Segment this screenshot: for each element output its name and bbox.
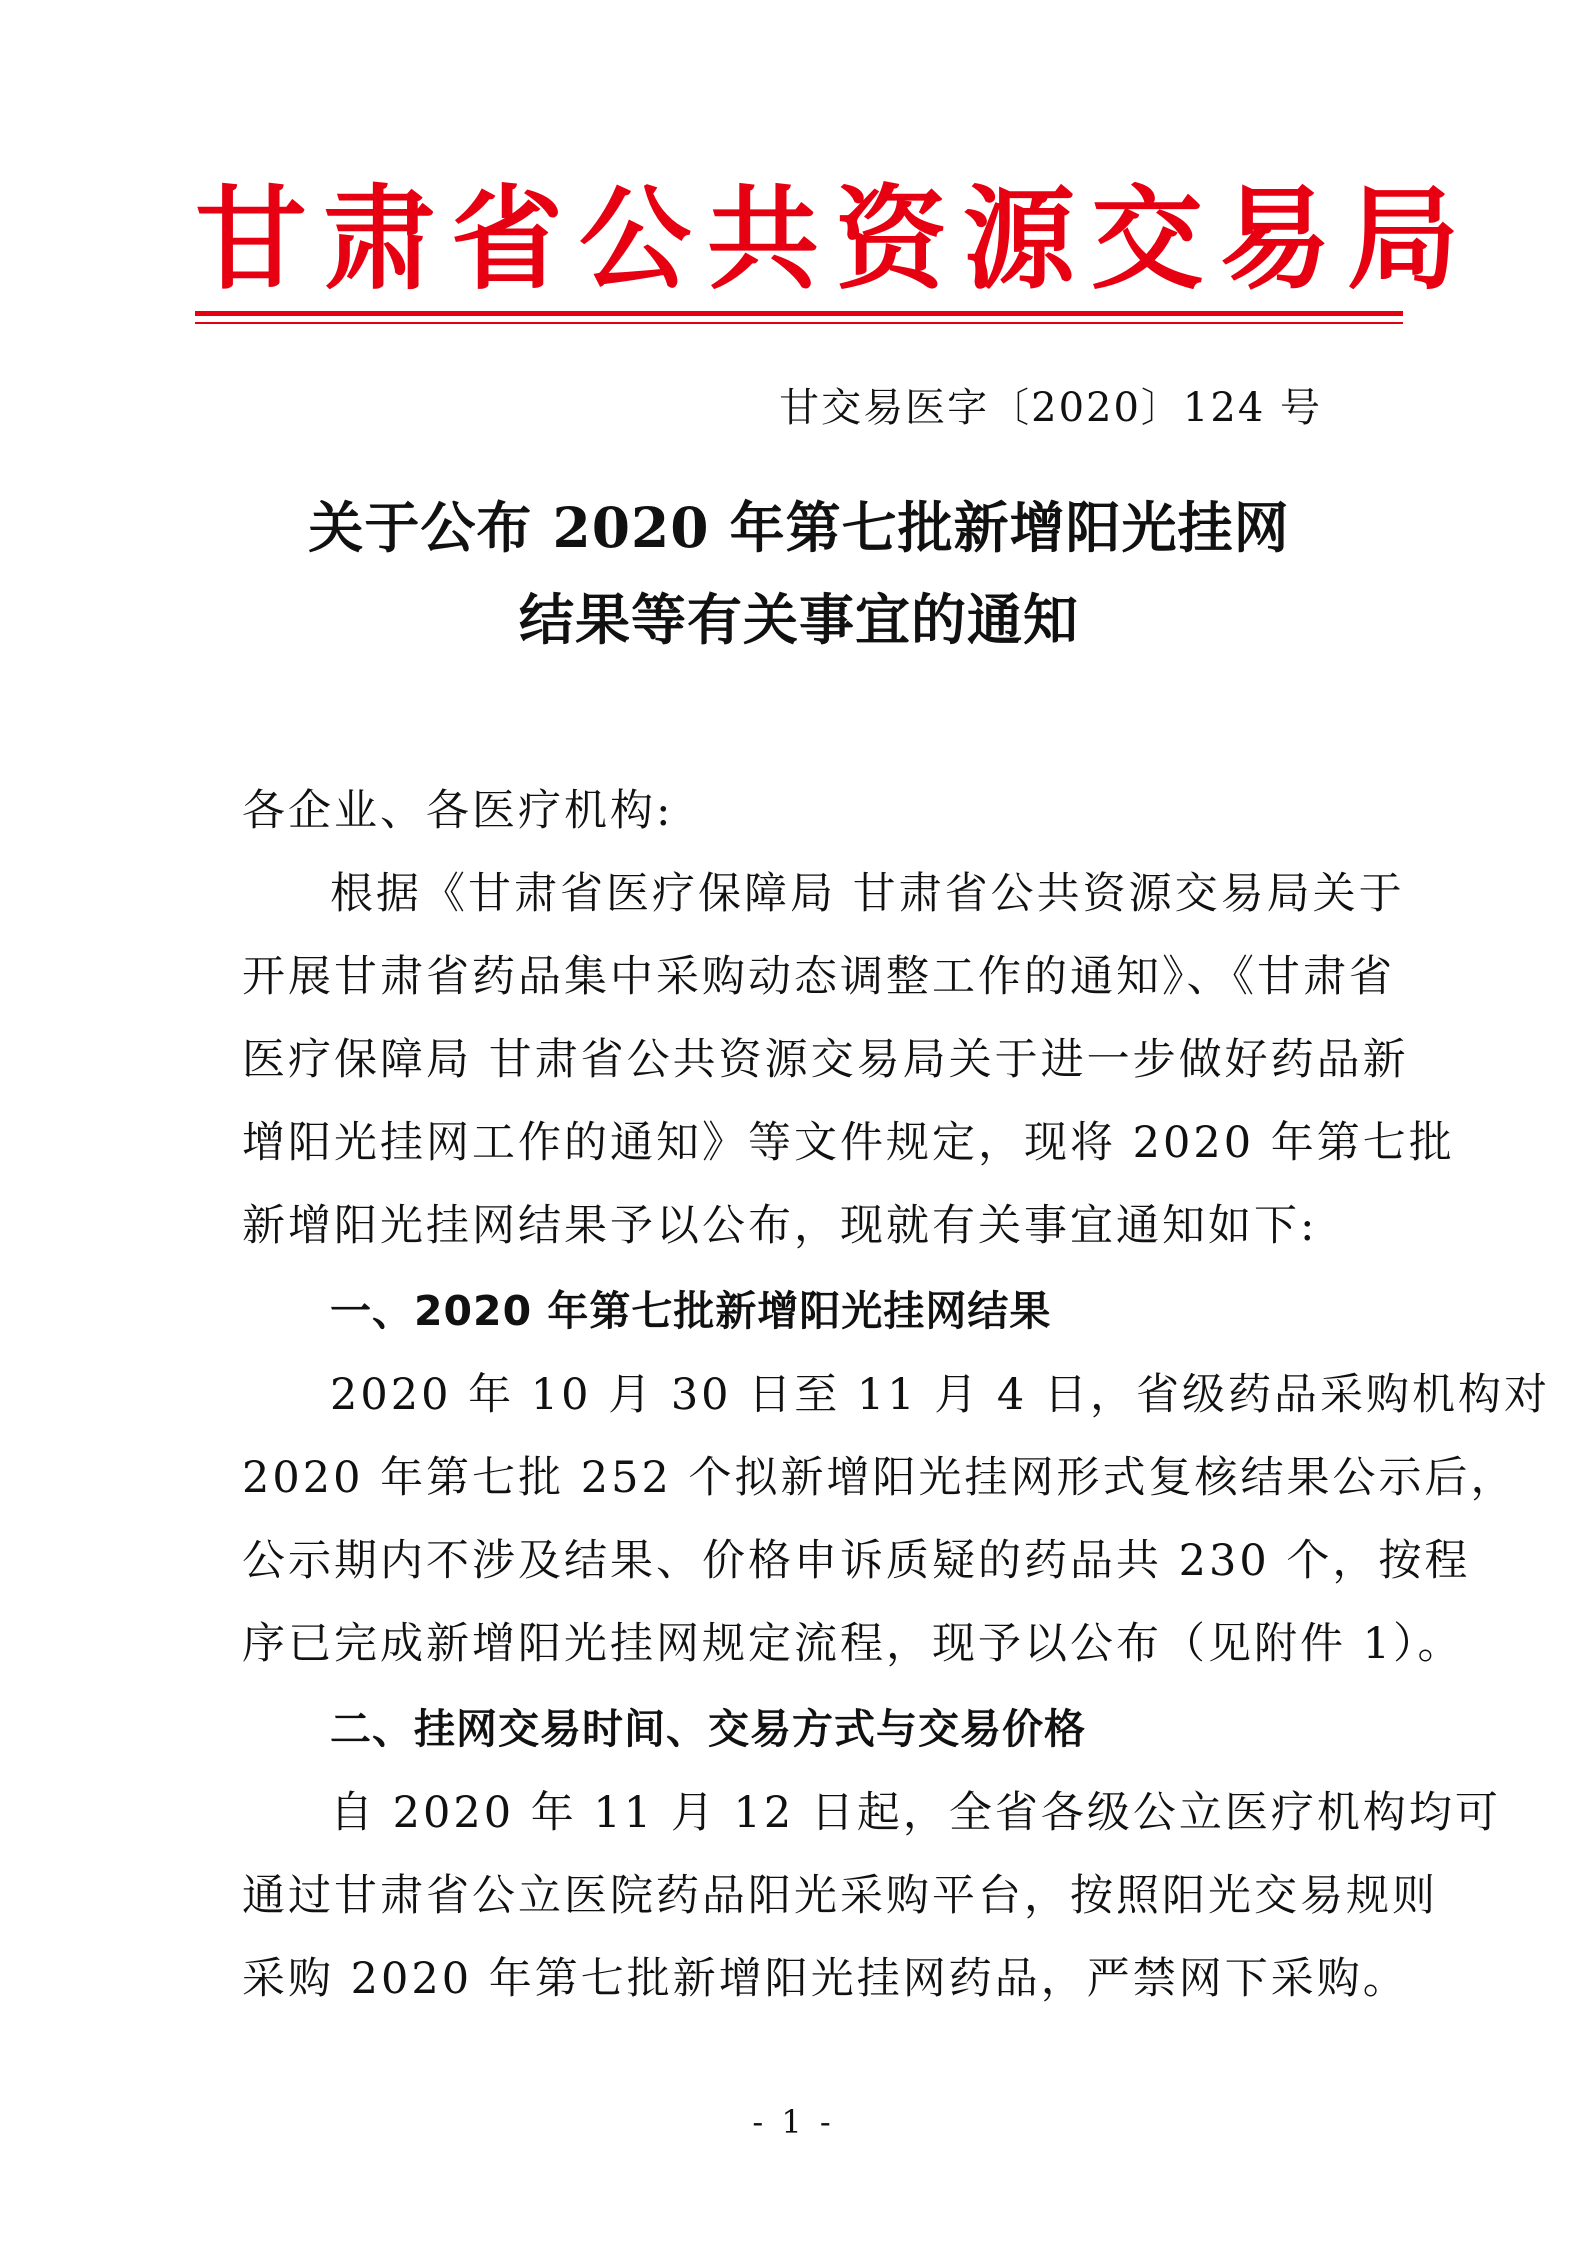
document-body <box>242 770 1550 2021</box>
masthead-rule-thick <box>195 311 1403 316</box>
paragraph-line: 根据《甘肃省医疗保障局 甘肃省公共资源交易局关于 <box>330 869 1405 919</box>
page-number: - 1 - <box>752 2103 835 2141</box>
section-1-heading: 一、2020 年第七批新增阳光挂网结果 <box>330 1287 1052 1335</box>
paragraph-line: 新增阳光挂网结果予以公布，现就有关事宜通知如下: <box>242 1201 1318 1251</box>
paragraph-line: 增阳光挂网工作的通知》等文件规定，现将 2020 年第七批 <box>242 1118 1455 1168</box>
title-line-1: 关于公布 2020 年第七批新增阳光挂网 <box>308 495 1290 560</box>
title-line-2: 结果等有关事宜的通知 <box>518 587 1079 652</box>
masthead-rule-thin <box>195 322 1403 324</box>
paragraph-line: 通过甘肃省公立医院药品阳光采购平台，按照阳光交易规则 <box>242 1871 1438 1921</box>
document-title <box>195 482 1403 666</box>
section-2-paragraph <box>242 1772 1501 2021</box>
paragraph-line: 序已完成新增阳光挂网规定流程，现予以公布（见附件 1）。 <box>242 1619 1464 1669</box>
agency-masthead: 甘肃省公共资源交易局 <box>195 175 1475 305</box>
paragraph-line: 2020 年 10 月 30 日至 11 月 4 日，省级药品采购机构对 <box>330 1370 1550 1420</box>
paragraph-line: 公示期内不涉及结果、价格申诉质疑的药品共 230 个，按程 <box>242 1536 1471 1586</box>
paragraph-line: 医疗保障局 甘肃省公共资源交易局关于进一步做好药品新 <box>242 1035 1409 1085</box>
intro-paragraph <box>242 853 1455 1268</box>
paragraph-line: 采购 2020 年第七批新增阳光挂网药品，严禁网下采购。 <box>242 1954 1409 2004</box>
document-number: 甘交易医字〔2020〕124 号 <box>779 385 1322 431</box>
paragraph-line: 自 2020 年 11 月 12 日起，全省各级公立医疗机构均可 <box>330 1788 1501 1838</box>
section-2-heading: 二、挂网交易时间、交易方式与交易价格 <box>330 1705 1086 1753</box>
salutation <box>242 770 1352 853</box>
paragraph-line: 开展甘肃省药品集中采购动态调整工作的通知》、《甘肃省 <box>242 952 1395 1002</box>
salutation-line: 各企业、各医疗机构: <box>242 786 674 836</box>
paragraph-line: 2020 年第七批 252 个拟新增阳光挂网形式复核结果公示后， <box>242 1453 1517 1503</box>
section-1-paragraph <box>242 1354 1550 1686</box>
